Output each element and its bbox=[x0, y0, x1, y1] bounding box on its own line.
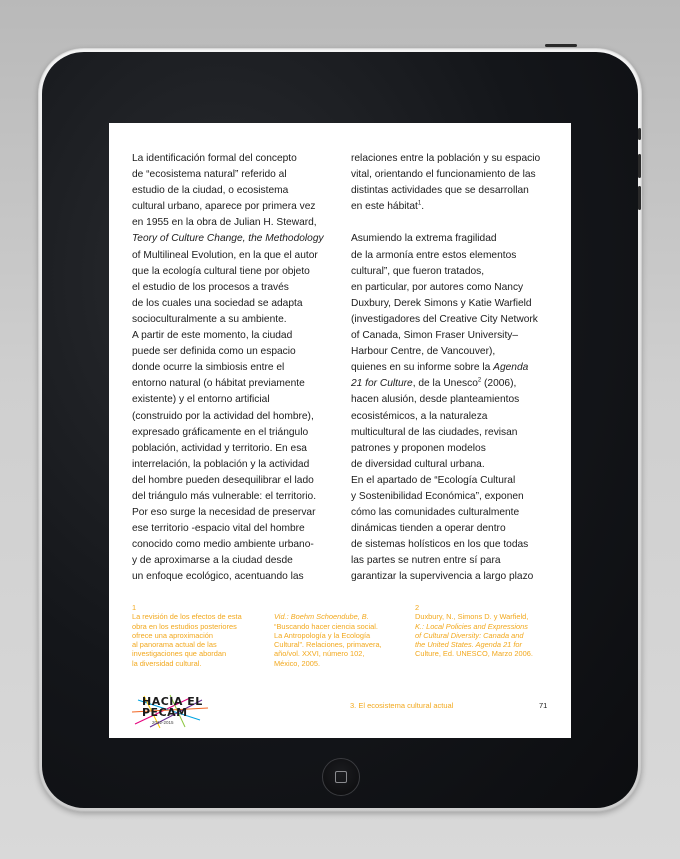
footnote-number: 1 bbox=[132, 603, 137, 612]
footnote-line: México, 2005. bbox=[274, 658, 321, 668]
volume-up-button[interactable] bbox=[638, 154, 641, 178]
footnote-line: ofrece una aproximación bbox=[132, 630, 213, 640]
text-line: La identificación formal del concepto bbox=[132, 153, 297, 164]
home-button-square-icon bbox=[335, 771, 347, 783]
text-line: garantizar la supervivencia a largo plazo bbox=[351, 571, 534, 583]
power-button[interactable] bbox=[545, 44, 577, 47]
section-title: 3. El ecosistema cultural actual bbox=[350, 701, 454, 710]
text-line: Por eso surge la necesidad de preservar bbox=[132, 507, 316, 519]
text-line: en particular, por autores como Nancy bbox=[351, 281, 524, 293]
text-line: el estudio de los procesos a través bbox=[132, 281, 289, 293]
text-line: of Canada, Simon Fraser University– bbox=[351, 330, 519, 342]
footnote-line: investigaciones que abordan bbox=[132, 649, 227, 659]
footnote-1 bbox=[132, 603, 242, 668]
logo-years: 2012-2015 bbox=[152, 720, 174, 725]
text-line: estudio de la ciudad, o ecosistema bbox=[132, 185, 289, 197]
text-line: Duxbury, Derek Simons y Katie Warfield bbox=[351, 297, 532, 309]
text-line: puede ser definida como un espacio bbox=[132, 346, 296, 358]
text-line: cultural urbano, aparece por primera vez bbox=[132, 201, 316, 213]
footnote-line: “Buscando hacer ciencia social. bbox=[274, 621, 378, 631]
logo-text-line1: HACIA EL bbox=[142, 695, 203, 708]
volume-down-button[interactable] bbox=[638, 186, 641, 210]
text-line: dinámicas tienden a operar dentro bbox=[351, 523, 506, 535]
text-line: del hombre pueden desequilibrar el lado bbox=[132, 474, 314, 486]
text-line: de “ecosistema natural” referido al bbox=[132, 169, 287, 181]
text-line: conocido como medio ambiente urbano- bbox=[132, 539, 314, 551]
footnote-line: Culture, Ed. UNESCO, Marzo 2006. bbox=[415, 649, 533, 659]
text-line: del triángulo más vulnerable: el territorio. bbox=[132, 490, 317, 502]
home-button[interactable] bbox=[322, 758, 360, 796]
footnote-line: La revisión de los efectos de esta bbox=[132, 612, 242, 622]
text-line: relaciones entre la población y su espacio bbox=[351, 153, 541, 164]
text-line: vital, orientando el funcionamiento de las bbox=[351, 169, 536, 181]
right-text-column bbox=[351, 151, 561, 586]
text-line: hacen alusión, desde planteamientos bbox=[351, 394, 520, 406]
footnote-line: Duxbury, N., Simons D. y Warfield, bbox=[415, 612, 529, 622]
page-number: 71 bbox=[539, 701, 548, 710]
hacia-el-pecam-logo bbox=[130, 694, 220, 730]
text-line: de sistemas holísticos en los que todas bbox=[351, 539, 529, 551]
footnote-line: al panorama actual de las bbox=[132, 640, 217, 650]
footnote-2 bbox=[415, 603, 533, 659]
footnote-number: 2 bbox=[415, 603, 420, 612]
text-line: de la armonía entre estos elementos bbox=[351, 249, 517, 261]
text-line: Asumiendo la extrema fragilidad bbox=[351, 233, 497, 245]
text-line: entorno natural (o hábitat previamente bbox=[132, 378, 305, 390]
text-line: de diversidad cultural urbana. bbox=[351, 458, 485, 470]
text-line: distintas actividades que se desarrollan bbox=[351, 185, 529, 197]
text-line: en este hábitat$^1$. bbox=[351, 200, 425, 213]
text-line: las partes se nutren entre sí para bbox=[351, 555, 501, 567]
text-line: quienes en su informe sobre la Agenda bbox=[351, 362, 529, 374]
text-line: un enfoque ecológico, acentuando las bbox=[132, 571, 304, 583]
text-line: (construido por la actividad del hombre), bbox=[132, 410, 314, 422]
text-line: patrones y proponen modelos bbox=[351, 442, 486, 454]
text-line: existente) y el entorno artificial bbox=[132, 394, 270, 406]
footnote-line: La Antropología y la Ecología bbox=[274, 630, 371, 640]
text-line: de los cuales una sociedad se adapta bbox=[132, 297, 303, 309]
text-line: Harbour Centre, de Vancouver), bbox=[351, 346, 496, 358]
text-line: que la ecología cultural tiene por objeto bbox=[132, 265, 310, 277]
footnote-line: la diversidad cultural. bbox=[132, 658, 202, 668]
footnote-line: of Cultural Diversity: Canada and bbox=[415, 630, 524, 640]
text-line: interrelación, la población y la actividad bbox=[132, 458, 310, 470]
book-page bbox=[109, 123, 571, 738]
footnote-line: Vid.: Boehm Schoendube, B. bbox=[274, 612, 369, 622]
footnote-line: año/vol. XXVI, número 102, bbox=[274, 649, 365, 659]
text-line: ese territorio -espacio vital del hombre bbox=[132, 523, 305, 535]
text-line: socioculturalmente a su ambiente. bbox=[132, 313, 287, 325]
text-line: A partir de este momento, la ciudad bbox=[132, 330, 293, 342]
footnote-line: Cultural”. Relaciones, primavera, bbox=[274, 640, 382, 650]
text-line: y Sostenibilidad Económica”, exponen bbox=[351, 490, 524, 502]
logo-text-line2: PECAM bbox=[142, 706, 188, 719]
text-line: of Multilineal Evolution, en la que el autor bbox=[132, 249, 318, 261]
text-line: cómo las comunidades culturalmente bbox=[351, 507, 520, 519]
text-line: cultural”, que fueron tratados, bbox=[351, 265, 485, 277]
text-line: expresado gráficamente en el triángulo bbox=[132, 426, 309, 438]
footnote-1-reference bbox=[274, 603, 382, 668]
text-line: Teory of Culture Change, the Methodology bbox=[132, 233, 324, 245]
text-line: En el apartado de “Ecología Cultural bbox=[351, 474, 516, 486]
footnote-line: K.: Local Policies and Expressions bbox=[415, 621, 528, 631]
left-text-column bbox=[132, 151, 342, 586]
footnote-ref: 1 bbox=[417, 200, 422, 207]
text-line: población, actividad y territorio. En esa bbox=[132, 442, 307, 454]
footnote-line: the United States. Agenda 21 for bbox=[415, 640, 522, 650]
text-line: y de aproximarse a la ciudad desde bbox=[132, 555, 293, 567]
text-line: ecosistémicos, a la naturaleza bbox=[351, 410, 488, 422]
footnote-ref: 2 bbox=[477, 377, 482, 384]
text-line: multicultural de las ciudades, revisan bbox=[351, 426, 518, 438]
text-line: en 1955 en la obra de Julian H. Steward, bbox=[132, 217, 317, 229]
footnote-line: obra en los estudios posteriores bbox=[132, 621, 237, 631]
text-line: 21 for Culture, de la Unesco$^2$ (2006), bbox=[351, 377, 517, 390]
text-line: (investigadores del Creative City Network bbox=[351, 313, 538, 325]
text-line: donde ocurre la simbiosis entre el bbox=[132, 362, 285, 374]
mute-switch[interactable] bbox=[638, 128, 641, 140]
